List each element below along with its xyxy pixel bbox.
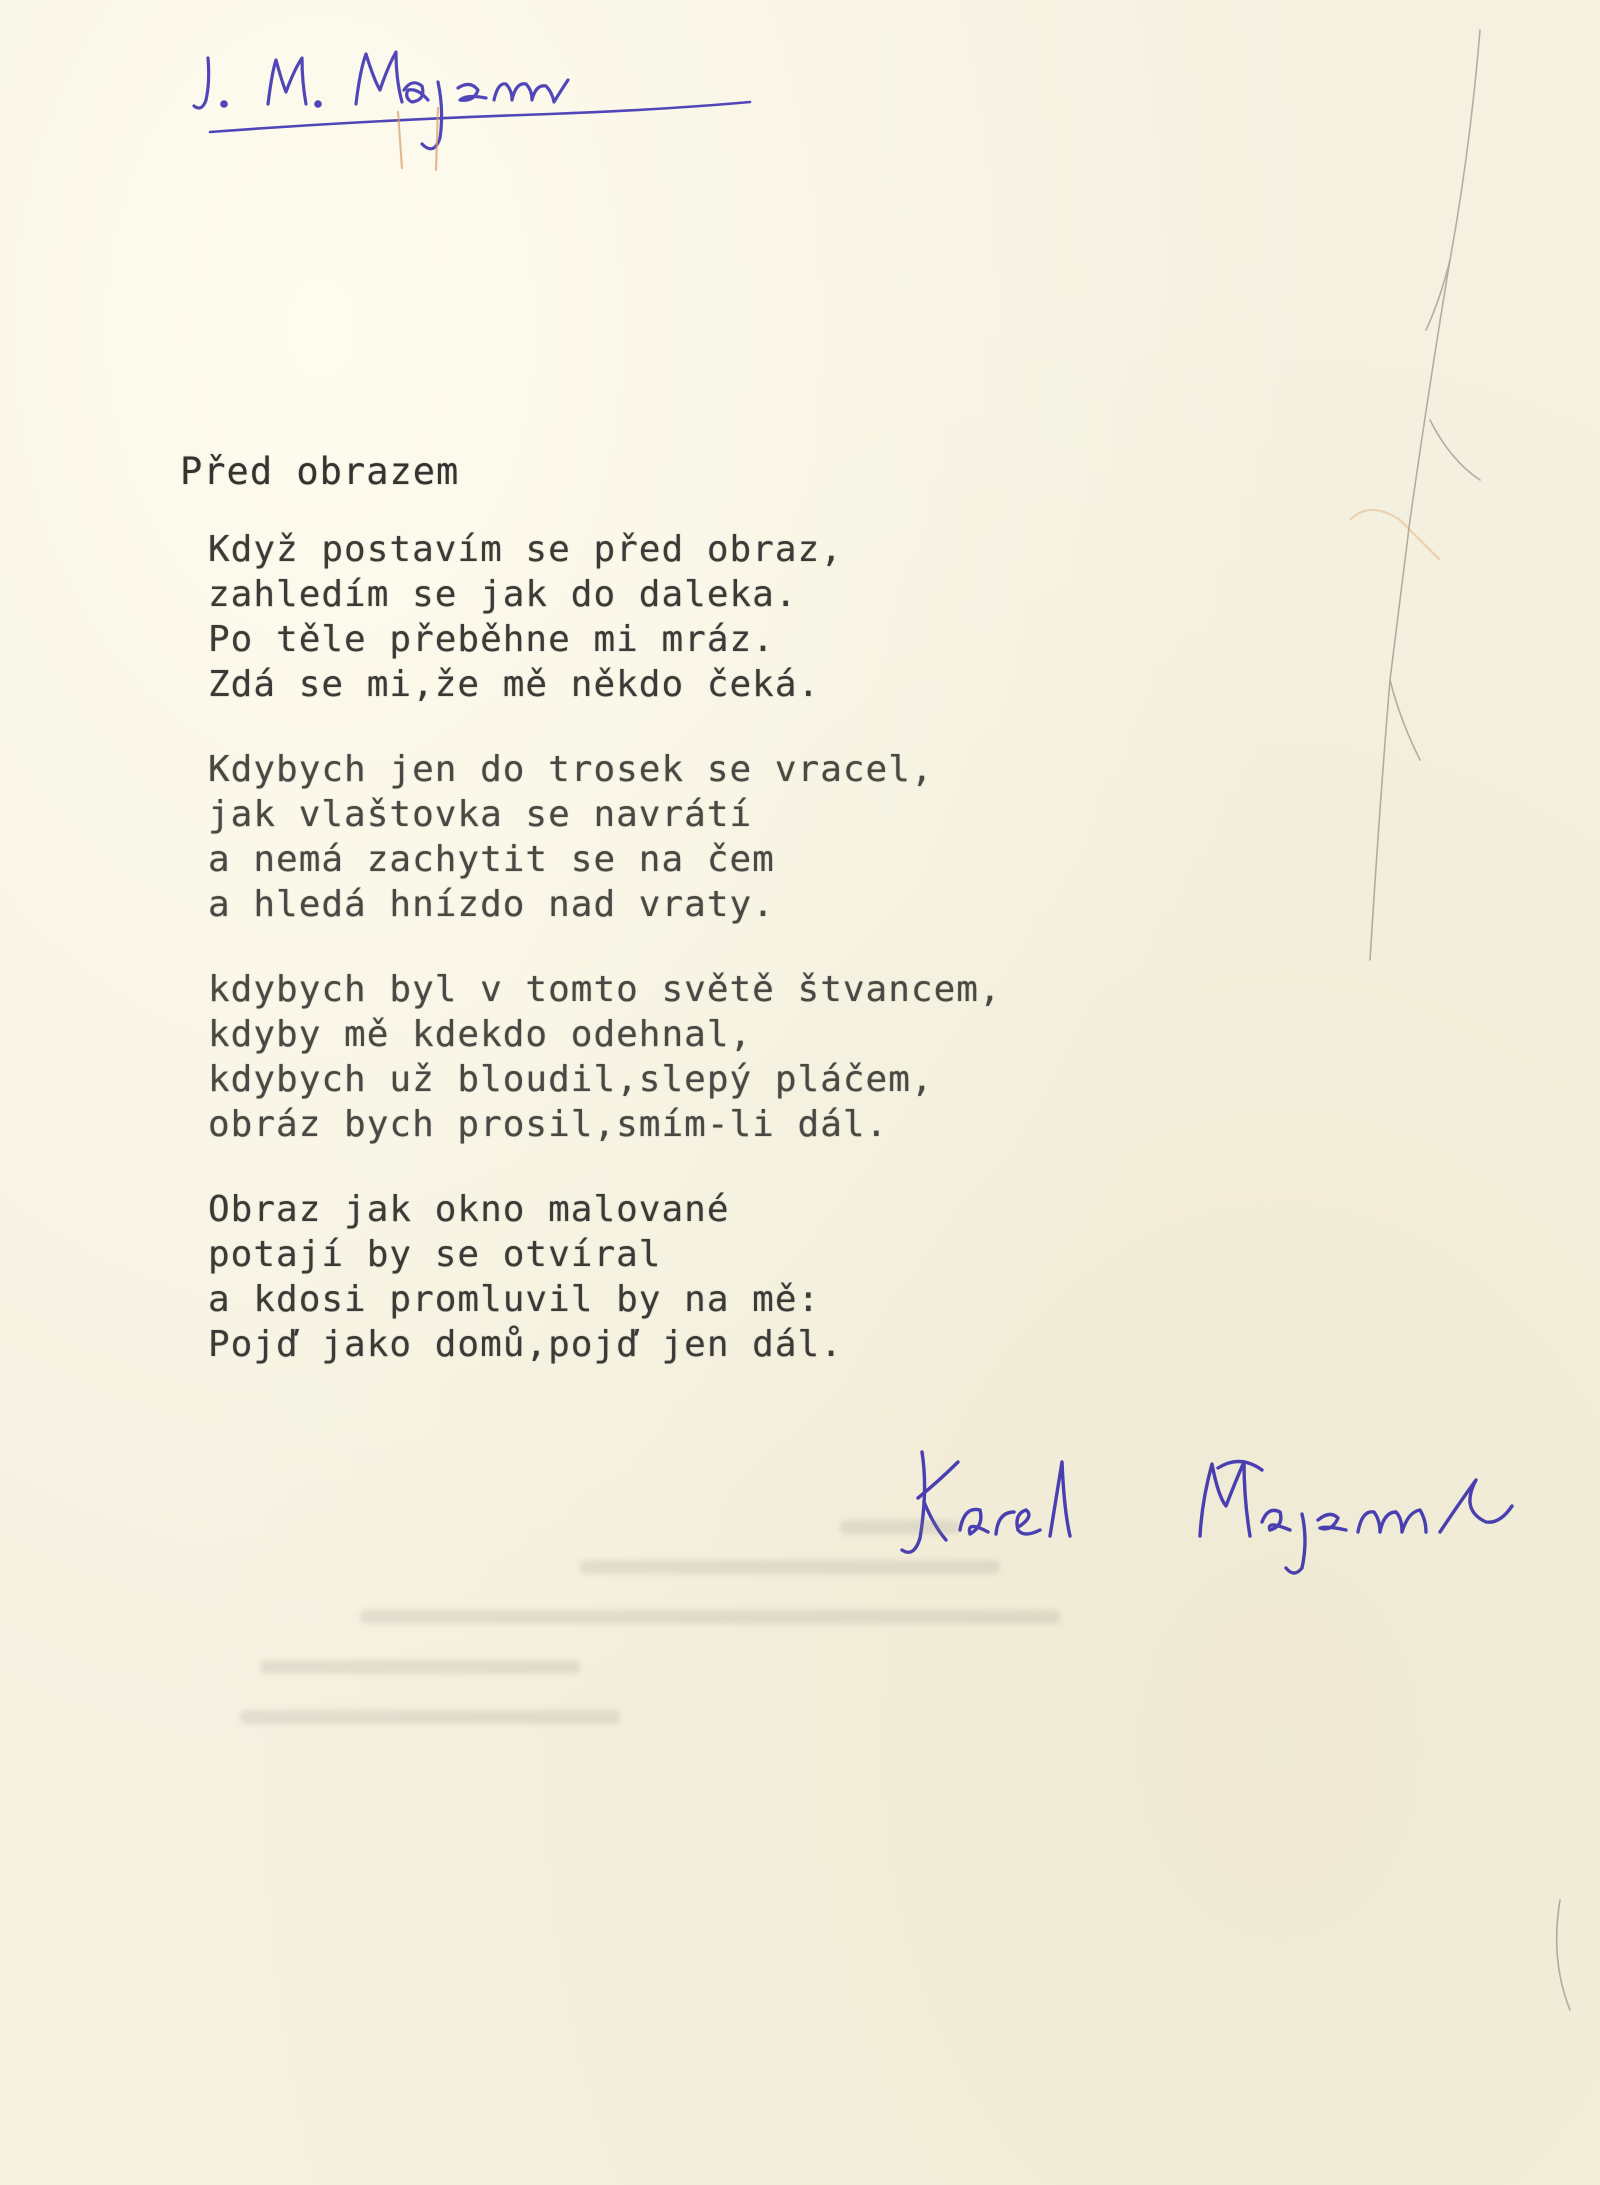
- verse-line: Po těle přeběhne mi mráz.: [208, 619, 775, 660]
- verse-line: a kdosi promluvil by na mě:: [208, 1279, 821, 1320]
- pencil-marks: [1330, 0, 1600, 2185]
- verse-line: potají by se otvíral: [208, 1234, 662, 1275]
- verse-line: kdybych byl v tomto světě štvancem,: [208, 969, 1002, 1010]
- bleed-through: [200, 1520, 1200, 1740]
- verse-line: kdybych už bloudil,slepý pláčem,: [208, 1059, 934, 1100]
- stanza-4: [208, 1187, 1280, 1367]
- stanza-2: [208, 747, 1280, 927]
- stanza-3: [208, 967, 1280, 1147]
- verse-line: a nemá zachytit se na čem: [208, 839, 775, 880]
- verse-line: jak vlaštovka se navrátí: [208, 794, 753, 835]
- verse-line: Zdá se mi,že mě někdo čeká.: [208, 664, 821, 705]
- verse-line: Pojď jako domů,pojď jen dál.: [208, 1324, 843, 1365]
- verse-line: a hledá hnízdo nad vraty.: [208, 884, 775, 925]
- poem-title: Před obrazem: [180, 450, 460, 493]
- poem: [180, 450, 1280, 1407]
- handwritten-name-top: [190, 20, 790, 180]
- verse-line: kdyby mě kdekdo odehnal,: [208, 1014, 753, 1055]
- verse-line: zahledím se jak do daleka.: [208, 574, 798, 615]
- verse-line: Obraz jak okno malované: [208, 1189, 730, 1230]
- stanza-1: [208, 527, 1280, 707]
- verse-line: Kdybych jen do trosek se vracel,: [208, 749, 934, 790]
- verse-line: Když postavím se před obraz,: [208, 529, 843, 570]
- verse-line: obráz bych prosil,smím-li dál.: [208, 1104, 889, 1145]
